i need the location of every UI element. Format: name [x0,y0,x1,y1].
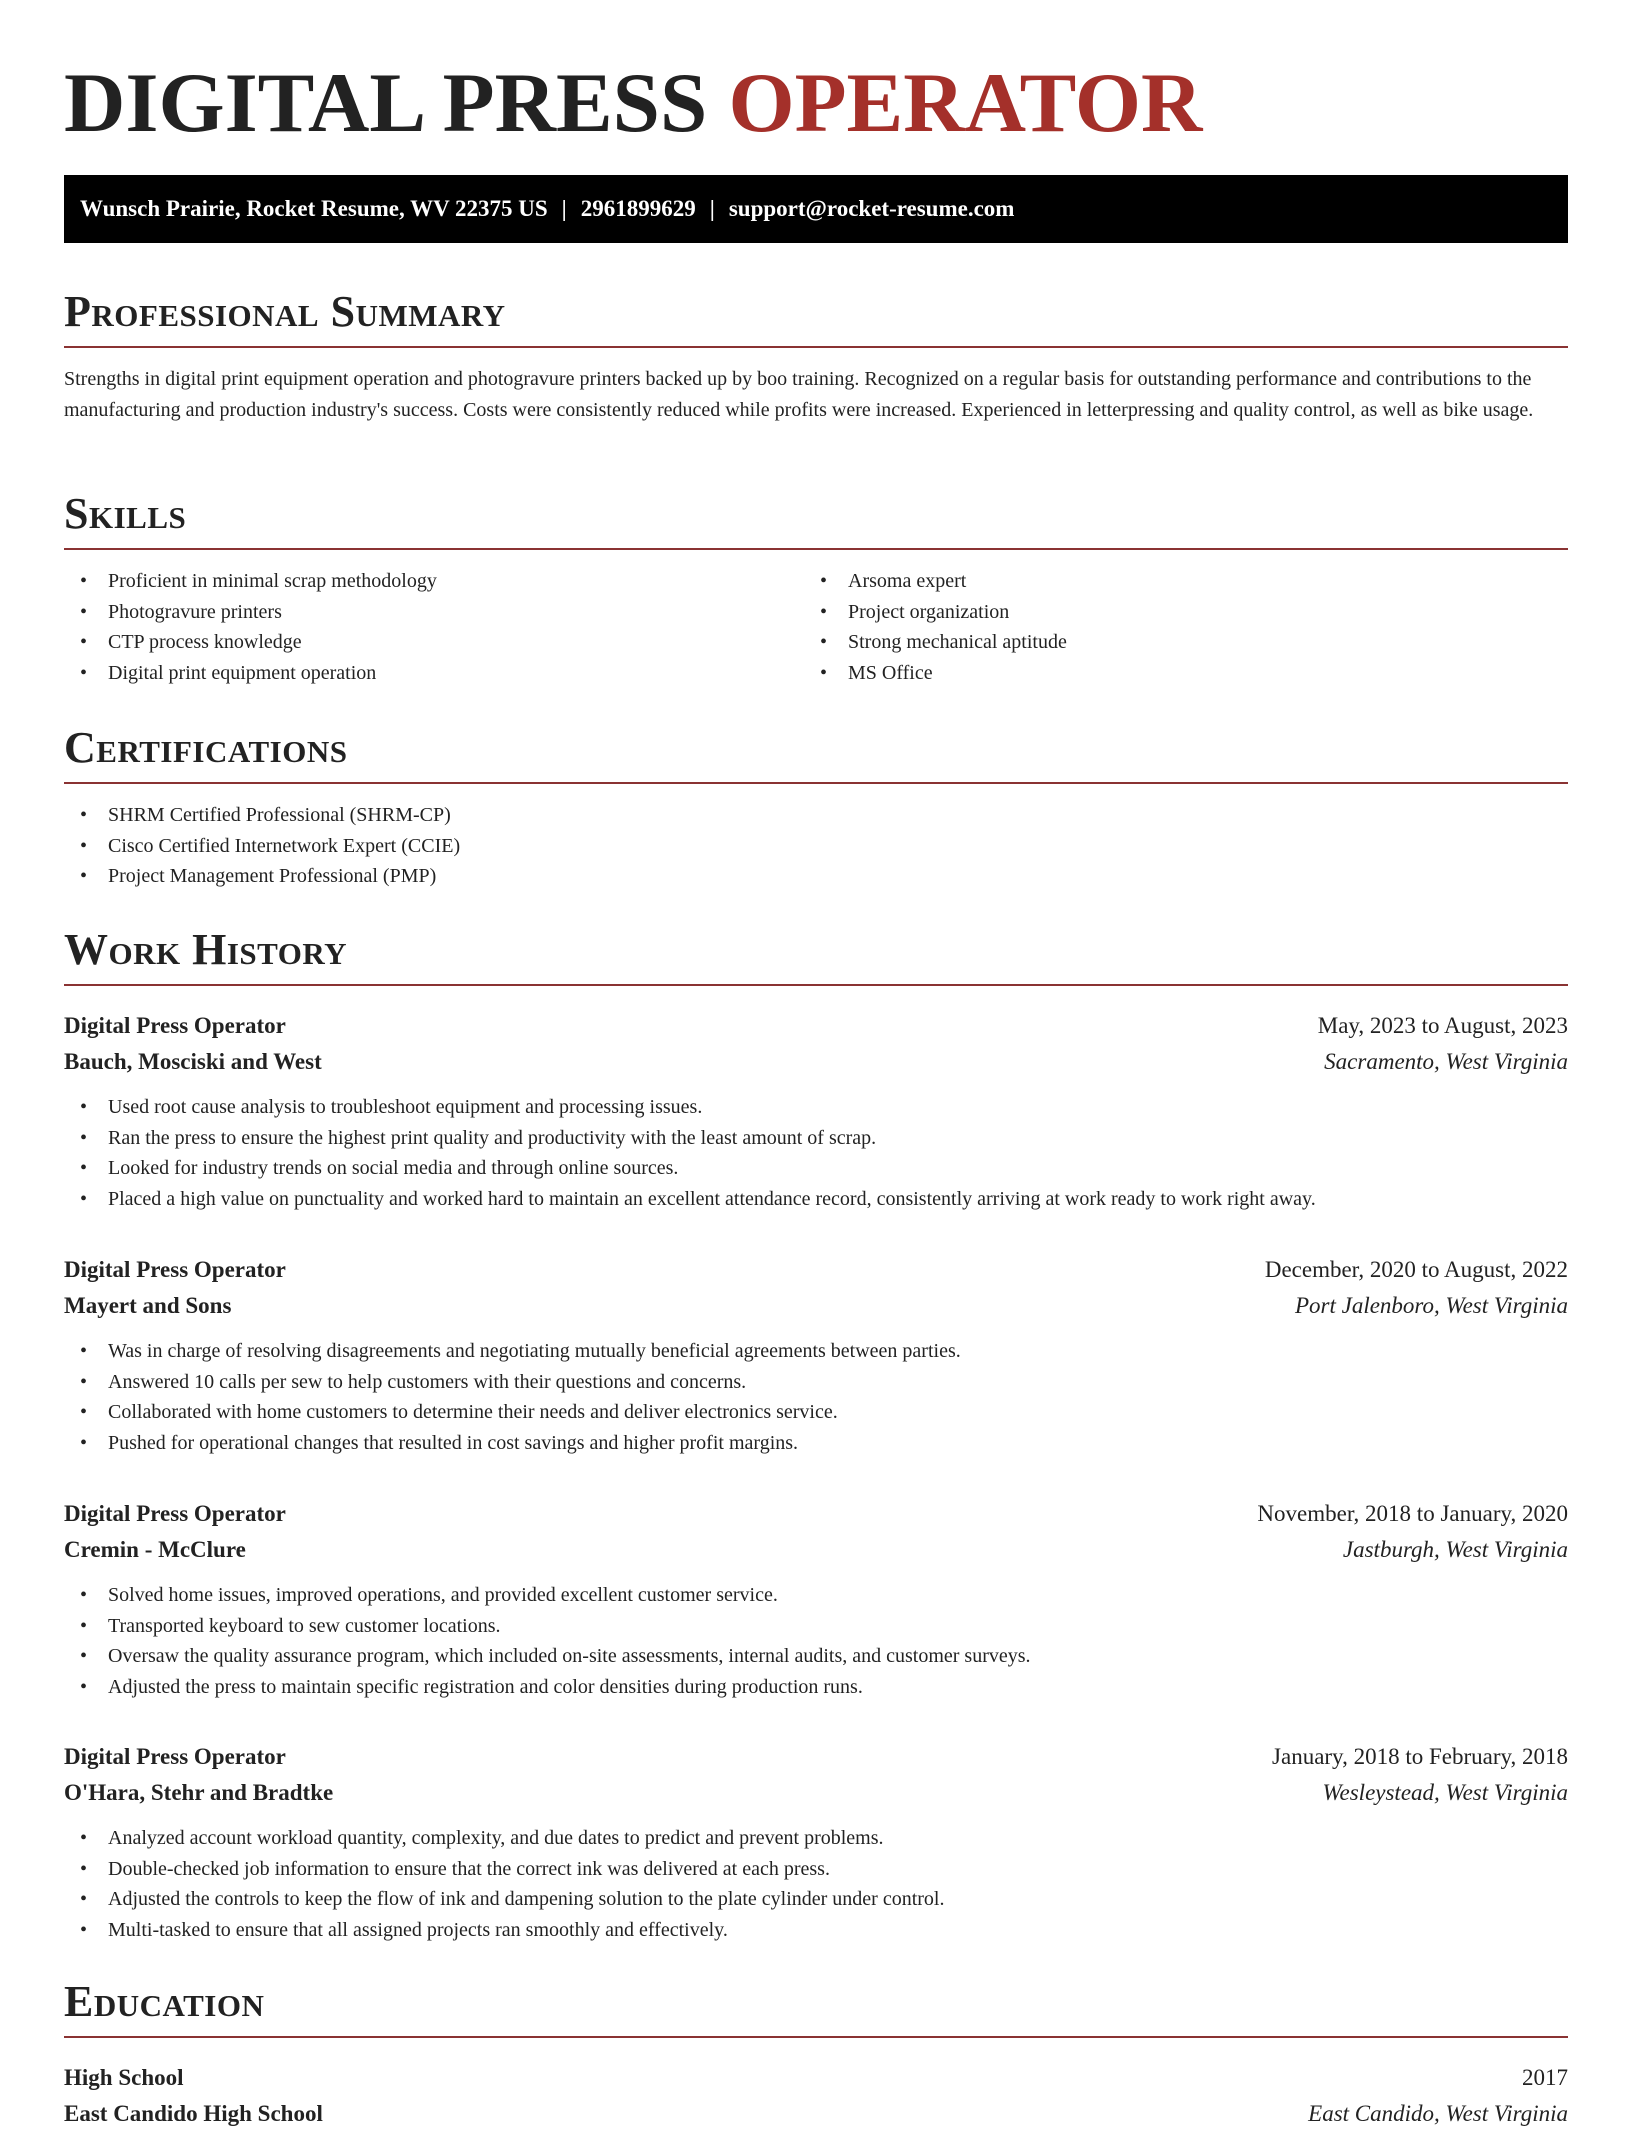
job-bullets [64,1336,1568,1458]
job-dates: January, 2018 to February, 2018 [1272,1744,1568,1769]
work-history-section [64,924,1568,986]
job-company: Bauch, Mosciski and West [64,1049,322,1074]
skill-item: • Digital print equipment operation [64,658,804,689]
job-bullets [64,1823,1568,1945]
job-company: O'Hara, Stehr and Bradtke [64,1780,334,1805]
job-dates: November, 2018 to January, 2020 [1257,1501,1568,1526]
title-accent: OPERATOR [728,56,1203,150]
certifications-heading: Certifications [64,723,348,772]
job-bullets [64,1092,1568,1214]
resume-title [64,0,1568,151]
skills-grid [64,566,1568,688]
job-header-row [64,1496,1568,1532]
job-bullet: • Adjusted the press to maintain specific registration and color densities during production runs. [64,1672,1568,1703]
job-bullets [64,1580,1568,1702]
job-title: Digital Press Operator [64,1501,286,1526]
job-bullet: • Solved home issues, improved operations, and provided excellent customer service. [64,1580,1568,1611]
job-company-row [64,1288,1568,1324]
job-bullet: • Analyzed account workload quantity, complexity, and due dates to predict and prevent problems. [64,1823,1568,1854]
summary-heading: Professional Summary [64,287,506,336]
education-section [64,1976,1568,2038]
certifications-section [64,722,1568,892]
job-bullet: • Double-checked job information to ensure that the correct ink was delivered at each press. [64,1854,1568,1885]
contact-phone[interactable]: 2961899629 [580,196,696,221]
job-bullet: • Adjusted the controls to keep the flow of ink and dampening solution to the plate cylinder under control. [64,1884,1568,1915]
skill-item: • Proficient in minimal scrap methodology [64,566,804,597]
job-title: Digital Press Operator [64,1257,286,1282]
job-entry [64,1739,1568,1945]
education-location: East Candido, West Virginia [1308,2101,1568,2126]
section-divider [64,2036,1568,2038]
education-heading: Education [64,1977,265,2026]
certification-item: • Project Management Professional (PMP) [64,861,1568,892]
job-title: Digital Press Operator [64,1744,286,1769]
contact-bar [64,175,1568,243]
skill-item: • Strong mechanical aptitude [804,627,1544,658]
job-location: Sacramento, West Virginia [1324,1049,1568,1074]
section-divider [64,782,1568,784]
education-school: East Candido High School [64,2101,323,2126]
job-bullet: • Was in charge of resolving disagreements and negotiating mutually beneficial agreements between parties. [64,1336,1568,1367]
title-main: DIGITAL PRESS [64,56,708,150]
section-divider [64,548,1568,550]
job-location: Jastburgh, West Virginia [1342,1537,1568,1562]
job-location: Port Jalenboro, West Virginia [1294,1293,1568,1318]
job-bullet: • Pushed for operational changes that resulted in cost savings and higher profit margins. [64,1428,1568,1459]
job-company: Cremin - McClure [64,1537,246,1562]
summary-text: Strengths in digital print equipment operation and photogravure printers backed up by boo training. Recognized on a regular basis for outstanding performance and contributions to the manufacturing and production industry's success. Costs were consistently reduced while profits were increased. Experienced in letterpressing and quality control, as well as bike usage. [64,368,1534,421]
education-school-row [64,2096,1568,2132]
skills-section [64,488,1568,688]
section-divider [64,984,1568,986]
education-entry [64,2060,1568,2132]
certification-item: • SHRM Certified Professional (SHRM-CP) [64,800,1568,831]
skills-list-left [64,566,804,688]
education-degree: High School [64,2065,184,2090]
job-location: Wesleystead, West Virginia [1322,1780,1568,1805]
job-company-row [64,1044,1568,1080]
job-bullet: • Used root cause analysis to troubleshoot equipment and processing issues. [64,1092,1568,1123]
education-header-row [64,2060,1568,2096]
job-entry [64,1252,1568,1458]
job-header-row [64,1008,1568,1044]
certification-item: • Cisco Certified Internetwork Expert (CCIE) [64,831,1568,862]
job-title: Digital Press Operator [64,1013,286,1038]
skill-item: • Project organization [804,597,1544,628]
job-bullet: • Collaborated with home customers to determine their needs and deliver electronics service. [64,1397,1568,1428]
job-bullet: • Multi-tasked to ensure that all assigned projects ran smoothly and effectively. [64,1915,1568,1946]
contact-email[interactable]: support@rocket-resume.com [728,196,1015,221]
job-bullet: • Ran the press to ensure the highest print quality and productivity with the least amount of scrap. [64,1123,1568,1154]
job-bullet: • Placed a high value on punctuality and worked hard to maintain an excellent attendance record, consistently arriving at work ready to work right away. [64,1184,1568,1215]
contact-separator: | [561,196,567,221]
job-company-row [64,1532,1568,1568]
skills-heading: Skills [64,489,187,538]
skill-item: • Photogravure printers [64,597,804,628]
skill-item: • MS Office [804,658,1544,689]
job-entry [64,1496,1568,1702]
job-header-row [64,1739,1568,1775]
job-header-row [64,1252,1568,1288]
education-year: 2017 [1522,2065,1568,2090]
job-dates: December, 2020 to August, 2022 [1264,1257,1568,1282]
work-history-heading: Work History [64,925,348,974]
job-company: Mayert and Sons [64,1293,232,1318]
contact-separator: | [709,196,715,221]
job-bullet: • Answered 10 calls per sew to help customers with their questions and concerns. [64,1367,1568,1398]
job-bullet: • Oversaw the quality assurance program, which included on-site assessments, internal audits, and customer surveys. [64,1641,1568,1672]
section-divider [64,346,1568,348]
skill-item: • CTP process knowledge [64,627,804,658]
contact-address: Wunsch Prairie, Rocket Resume, WV 22375 US [80,196,548,221]
summary-section [64,286,1568,426]
skill-item: • Arsoma expert [804,566,1544,597]
certifications-list [64,800,1568,892]
job-dates: May, 2023 to August, 2023 [1317,1013,1568,1038]
skills-list-right [804,566,1544,688]
job-bullet: • Transported keyboard to sew customer locations. [64,1611,1568,1642]
job-bullet: • Looked for industry trends on social media and through online sources. [64,1153,1568,1184]
job-entry [64,1008,1568,1214]
job-company-row [64,1775,1568,1811]
resume-page [64,0,1568,2126]
